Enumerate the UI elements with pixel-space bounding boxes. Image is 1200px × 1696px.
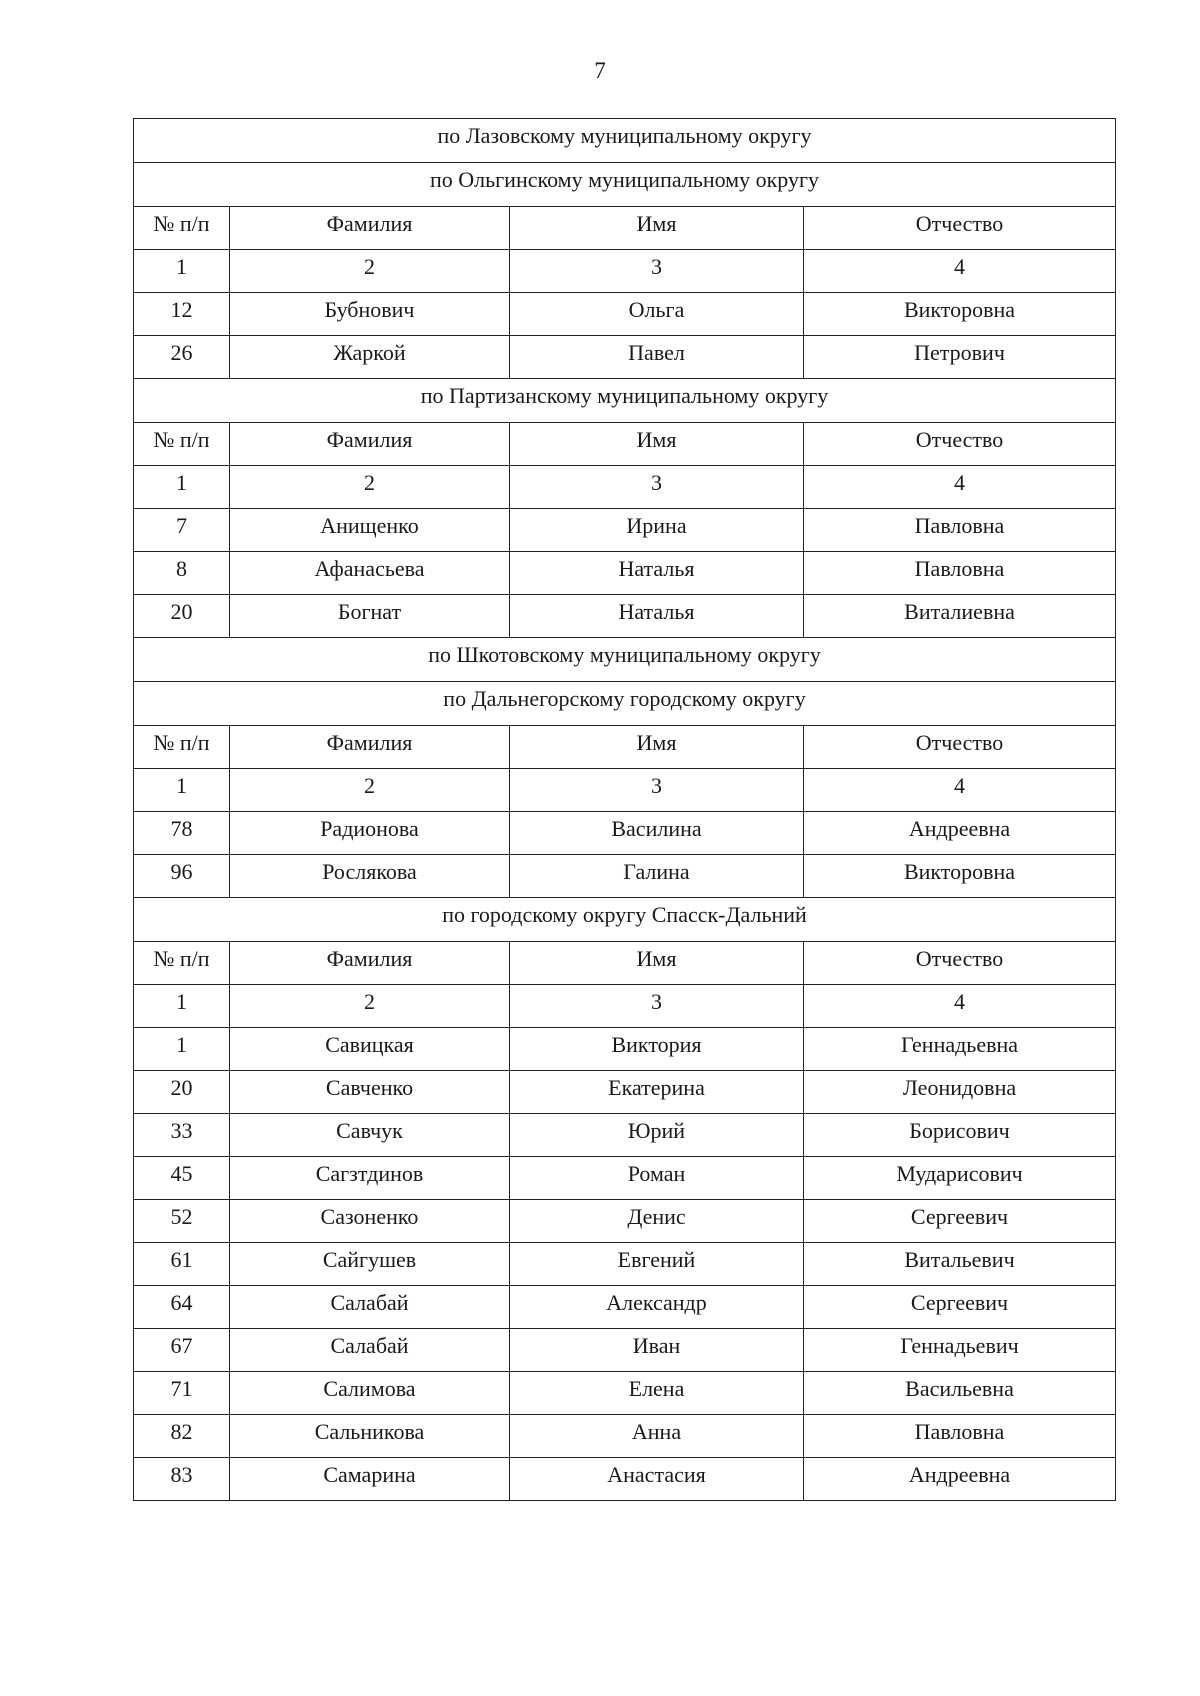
table-row (134, 1114, 1116, 1157)
row-number: 20 (134, 595, 230, 638)
first-name-cell: Денис (510, 1200, 804, 1243)
surname-cell: Афанасьева (230, 552, 510, 595)
surname-cell: Жаркой (230, 336, 510, 379)
row-number: 96 (134, 855, 230, 898)
section-header-row (134, 682, 1116, 726)
column-header: № п/п (134, 726, 230, 769)
surname-cell: Богнат (230, 595, 510, 638)
row-number: 71 (134, 1372, 230, 1415)
column-header: Отчество (804, 942, 1116, 985)
row-number: 64 (134, 1286, 230, 1329)
surname-cell: Рослякова (230, 855, 510, 898)
column-header: Отчество (804, 726, 1116, 769)
column-header-row (134, 942, 1116, 985)
surname-cell: Сайгушев (230, 1243, 510, 1286)
column-header: Фамилия (230, 942, 510, 985)
column-number: 4 (804, 250, 1116, 293)
column-header: Имя (510, 207, 804, 250)
surname-cell: Бубнович (230, 293, 510, 336)
first-name-cell: Юрий (510, 1114, 804, 1157)
row-number: 45 (134, 1157, 230, 1200)
table-row (134, 1415, 1116, 1458)
surname-cell: Салабай (230, 1329, 510, 1372)
column-header-row (134, 423, 1116, 466)
section-title: по Партизанскому муниципальному округу (134, 379, 1116, 423)
patronymic-cell: Сергеевич (804, 1286, 1116, 1329)
candidates-table (133, 118, 1116, 1501)
first-name-cell: Наталья (510, 552, 804, 595)
first-name-cell: Василина (510, 812, 804, 855)
column-header: № п/п (134, 207, 230, 250)
row-number: 61 (134, 1243, 230, 1286)
patronymic-cell: Павловна (804, 1415, 1116, 1458)
surname-cell: Анищенко (230, 509, 510, 552)
column-header: Фамилия (230, 726, 510, 769)
table-row (134, 595, 1116, 638)
table-row (134, 1458, 1116, 1501)
patronymic-cell: Борисович (804, 1114, 1116, 1157)
column-number: 1 (134, 466, 230, 509)
table-row (134, 855, 1116, 898)
section-header-row (134, 163, 1116, 207)
section-title: по Ольгинскому муниципальному округу (134, 163, 1116, 207)
column-header: Фамилия (230, 207, 510, 250)
section-header-row (134, 638, 1116, 682)
patronymic-cell: Викторовна (804, 855, 1116, 898)
first-name-cell: Наталья (510, 595, 804, 638)
row-number: 78 (134, 812, 230, 855)
table-row (134, 1372, 1116, 1415)
page-number: 7 (594, 58, 606, 83)
column-header: Отчество (804, 423, 1116, 466)
patronymic-cell: Виталиевна (804, 595, 1116, 638)
table-row (134, 1028, 1116, 1071)
column-header: Имя (510, 423, 804, 466)
table-row (134, 1286, 1116, 1329)
section-header-row (134, 898, 1116, 942)
row-number: 33 (134, 1114, 230, 1157)
column-header: Имя (510, 942, 804, 985)
column-number: 4 (804, 985, 1116, 1028)
first-name-cell: Ирина (510, 509, 804, 552)
column-header-row (134, 207, 1116, 250)
first-name-cell: Павел (510, 336, 804, 379)
row-number: 7 (134, 509, 230, 552)
row-number: 67 (134, 1329, 230, 1372)
first-name-cell: Елена (510, 1372, 804, 1415)
column-header: Фамилия (230, 423, 510, 466)
table-body (134, 119, 1116, 1501)
column-number: 1 (134, 769, 230, 812)
surname-cell: Сальникова (230, 1415, 510, 1458)
first-name-cell: Анна (510, 1415, 804, 1458)
column-header: № п/п (134, 423, 230, 466)
patronymic-cell: Петрович (804, 336, 1116, 379)
row-number: 83 (134, 1458, 230, 1501)
surname-cell: Салимова (230, 1372, 510, 1415)
column-number-row (134, 466, 1116, 509)
column-number-row (134, 250, 1116, 293)
row-number: 20 (134, 1071, 230, 1114)
section-header-row (134, 119, 1116, 163)
table-row (134, 812, 1116, 855)
surname-cell: Савицкая (230, 1028, 510, 1071)
table-row (134, 1200, 1116, 1243)
patronymic-cell: Андреевна (804, 1458, 1116, 1501)
first-name-cell: Роман (510, 1157, 804, 1200)
first-name-cell: Ольга (510, 293, 804, 336)
table-row (134, 1329, 1116, 1372)
table-row (134, 552, 1116, 595)
column-number: 2 (230, 250, 510, 293)
surname-cell: Салабай (230, 1286, 510, 1329)
patronymic-cell: Викторовна (804, 293, 1116, 336)
column-header: Отчество (804, 207, 1116, 250)
patronymic-cell: Мударисович (804, 1157, 1116, 1200)
row-number: 52 (134, 1200, 230, 1243)
table-row (134, 509, 1116, 552)
section-title: по Лазовскому муниципальному округу (134, 119, 1116, 163)
row-number: 1 (134, 1028, 230, 1071)
first-name-cell: Виктория (510, 1028, 804, 1071)
table-row (134, 336, 1116, 379)
surname-cell: Радионова (230, 812, 510, 855)
section-title: по городскому округу Спасск-Дальний (134, 898, 1116, 942)
row-number: 12 (134, 293, 230, 336)
first-name-cell: Иван (510, 1329, 804, 1372)
column-number-row (134, 985, 1116, 1028)
column-number: 2 (230, 466, 510, 509)
patronymic-cell: Витальевич (804, 1243, 1116, 1286)
first-name-cell: Анастасия (510, 1458, 804, 1501)
table-row (134, 1243, 1116, 1286)
patronymic-cell: Андреевна (804, 812, 1116, 855)
patronymic-cell: Геннадьевич (804, 1329, 1116, 1372)
column-number: 3 (510, 985, 804, 1028)
patronymic-cell: Павловна (804, 552, 1116, 595)
patronymic-cell: Геннадьевна (804, 1028, 1116, 1071)
surname-cell: Сагзтдинов (230, 1157, 510, 1200)
table-row (134, 1157, 1116, 1200)
column-header: № п/п (134, 942, 230, 985)
patronymic-cell: Павловна (804, 509, 1116, 552)
table-row (134, 293, 1116, 336)
column-number-row (134, 769, 1116, 812)
section-title: по Дальнегорскому городскому округу (134, 682, 1116, 726)
patronymic-cell: Сергеевич (804, 1200, 1116, 1243)
patronymic-cell: Леонидовна (804, 1071, 1116, 1114)
first-name-cell: Екатерина (510, 1071, 804, 1114)
first-name-cell: Александр (510, 1286, 804, 1329)
surname-cell: Савчук (230, 1114, 510, 1157)
column-number: 4 (804, 466, 1116, 509)
column-number: 2 (230, 985, 510, 1028)
row-number: 8 (134, 552, 230, 595)
surname-cell: Савченко (230, 1071, 510, 1114)
column-number: 3 (510, 466, 804, 509)
column-header-row (134, 726, 1116, 769)
surname-cell: Самарина (230, 1458, 510, 1501)
section-title: по Шкотовскому муниципальному округу (134, 638, 1116, 682)
column-number: 1 (134, 985, 230, 1028)
column-number: 1 (134, 250, 230, 293)
column-number: 3 (510, 769, 804, 812)
row-number: 26 (134, 336, 230, 379)
column-header: Имя (510, 726, 804, 769)
row-number: 82 (134, 1415, 230, 1458)
first-name-cell: Евгений (510, 1243, 804, 1286)
column-number: 3 (510, 250, 804, 293)
table-row (134, 1071, 1116, 1114)
section-header-row (134, 379, 1116, 423)
patronymic-cell: Васильевна (804, 1372, 1116, 1415)
surname-cell: Сазоненко (230, 1200, 510, 1243)
column-number: 4 (804, 769, 1116, 812)
first-name-cell: Галина (510, 855, 804, 898)
column-number: 2 (230, 769, 510, 812)
